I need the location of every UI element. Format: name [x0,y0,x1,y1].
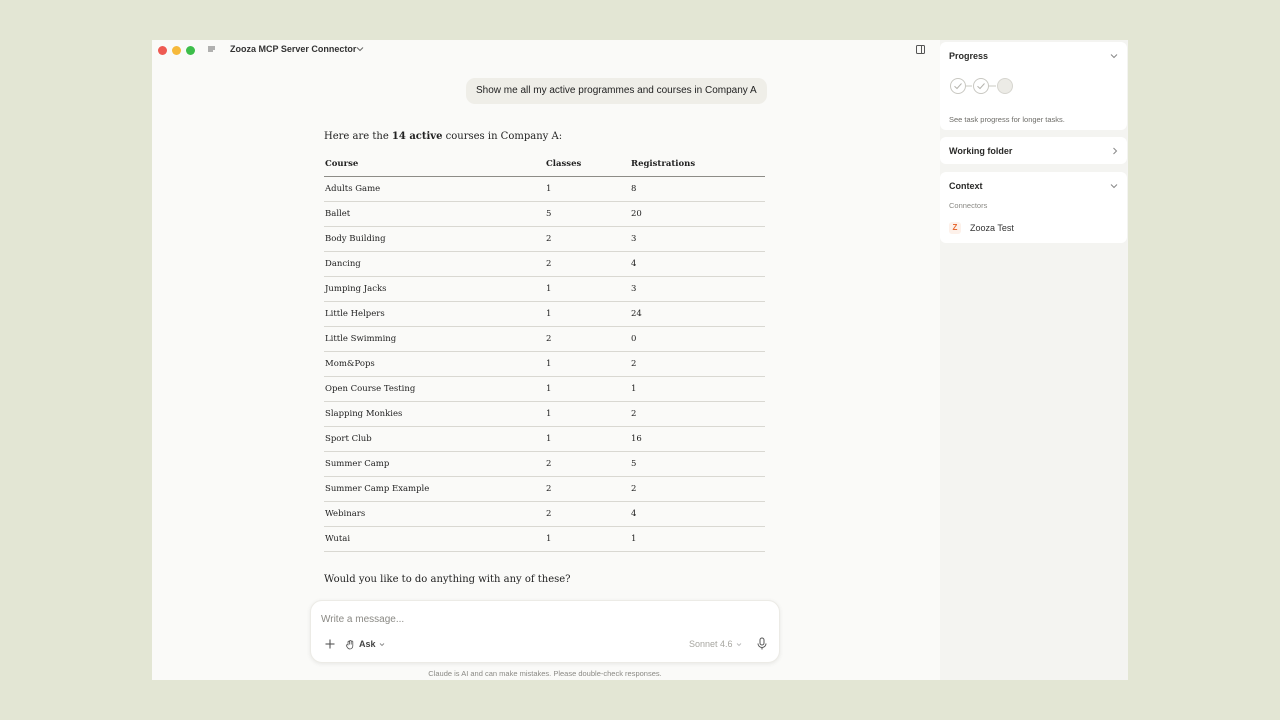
cell-registrations: 3 [630,276,765,301]
minimize-window-button[interactable] [172,46,181,55]
menu-icon[interactable] [207,44,217,54]
cell-course: Summer Camp [324,451,545,476]
hand-icon [345,639,356,650]
cell-classes: 1 [545,526,630,551]
plus-icon [323,637,337,651]
cell-classes: 1 [545,276,630,301]
cell-classes: 2 [545,501,630,526]
cell-classes: 2 [545,451,630,476]
zooza-logo-icon: Z [949,222,961,234]
table-row [324,201,765,226]
step-done-icon [951,79,966,94]
voice-input-button[interactable] [755,636,769,651]
cell-registrations: 16 [630,426,765,451]
model-label: Sonnet 4.6 [689,639,733,649]
cell-course: Summer Camp Example [324,476,545,501]
chevron-down-icon[interactable] [356,46,364,52]
cell-classes: 1 [545,376,630,401]
app-window [152,40,1128,680]
header-registrations: Registrations [630,152,765,176]
close-window-button[interactable] [158,46,167,55]
chevron-right-icon [1112,147,1118,155]
table-row [324,476,765,501]
progress-title: Progress [949,51,989,61]
cell-classes: 1 [545,301,630,326]
mode-select-button[interactable] [345,637,385,651]
cell-registrations: 4 [630,251,765,276]
intro-prefix: Here are the [324,131,392,142]
cell-classes: 1 [545,176,630,201]
table-row [324,376,765,401]
table-row [324,301,765,326]
assistant-followup: Would you like to do anything with any of these? [324,574,571,585]
chevron-down-icon[interactable] [1110,183,1118,189]
cell-registrations: 2 [630,401,765,426]
mode-label: Ask [359,639,376,649]
cell-registrations: 24 [630,301,765,326]
table-row [324,326,765,351]
cell-course: Webinars [324,501,545,526]
app-title[interactable]: Zooza MCP Server Connector [230,44,357,54]
courses-table [324,152,765,552]
table-row [324,426,765,451]
working-folder-title: Working folder [949,146,1013,156]
cell-registrations: 0 [630,326,765,351]
cell-course: Dancing [324,251,545,276]
cell-classes: 1 [545,351,630,376]
cell-course: Little Swimming [324,326,545,351]
header-course: Course [324,152,545,176]
cell-course: Slapping Monkies [324,401,545,426]
cell-course: Little Helpers [324,301,545,326]
connectors-label: Connectors [949,201,988,210]
model-select-button[interactable] [689,638,742,650]
table-row [324,176,765,201]
table-row [324,276,765,301]
title-bar [152,40,940,60]
microphone-icon [755,636,769,651]
cell-classes: 2 [545,476,630,501]
step-done-icon [974,79,989,94]
cell-registrations: 20 [630,201,765,226]
context-title: Context [949,181,983,191]
cell-course: Open Course Testing [324,376,545,401]
cell-registrations: 5 [630,451,765,476]
cell-registrations: 1 [630,526,765,551]
right-sidepanel [940,40,1128,680]
cell-course: Body Building [324,226,545,251]
cell-classes: 2 [545,251,630,276]
progress-steps [949,77,1015,95]
toggle-panel-icon[interactable] [916,45,925,54]
table-header-row [324,152,765,176]
table-row [324,401,765,426]
table-row [324,251,765,276]
cell-course: Adults Game [324,176,545,201]
context-card [940,172,1127,243]
cell-classes: 2 [545,326,630,351]
intro-suffix: courses in Company A: [442,131,563,142]
header-classes: Classes [545,152,630,176]
cell-classes: 5 [545,201,630,226]
cell-registrations: 8 [630,176,765,201]
connector-item-zooza[interactable] [949,221,1014,235]
user-message-bubble: Show me all my active programmes and courses in Company A [466,78,767,104]
intro-count: 14 active [391,131,443,142]
table-row [324,526,765,551]
chevron-down-icon[interactable] [1110,53,1118,59]
cell-registrations: 3 [630,226,765,251]
table-row [324,501,765,526]
step-pending-icon [998,79,1013,94]
cell-classes: 2 [545,226,630,251]
cell-classes: 1 [545,401,630,426]
cell-registrations: 2 [630,351,765,376]
add-attachment-button[interactable] [323,637,337,651]
progress-hint: See task progress for longer tasks. [949,115,1065,124]
cell-registrations: 2 [630,476,765,501]
cell-registrations: 4 [630,501,765,526]
table-row [324,226,765,251]
cell-course: Sport Club [324,426,545,451]
cell-course: Mom&Pops [324,351,545,376]
cell-classes: 1 [545,426,630,451]
table-row [324,351,765,376]
maximize-window-button[interactable] [186,46,195,55]
message-input[interactable] [321,611,761,627]
chevron-down-icon [736,642,742,647]
cell-course: Ballet [324,201,545,226]
ai-disclaimer: Claude is AI and can make mistakes. Please double-check responses. [428,669,662,678]
cell-course: Jumping Jacks [324,276,545,301]
chevron-down-icon [379,642,385,647]
message-composer [310,600,780,663]
assistant-intro [324,131,562,142]
connector-name: Zooza Test [970,223,1014,233]
progress-card [940,42,1127,130]
table-row [324,451,765,476]
cell-course: Wutai [324,526,545,551]
working-folder-card[interactable] [940,137,1127,164]
cell-registrations: 1 [630,376,765,401]
